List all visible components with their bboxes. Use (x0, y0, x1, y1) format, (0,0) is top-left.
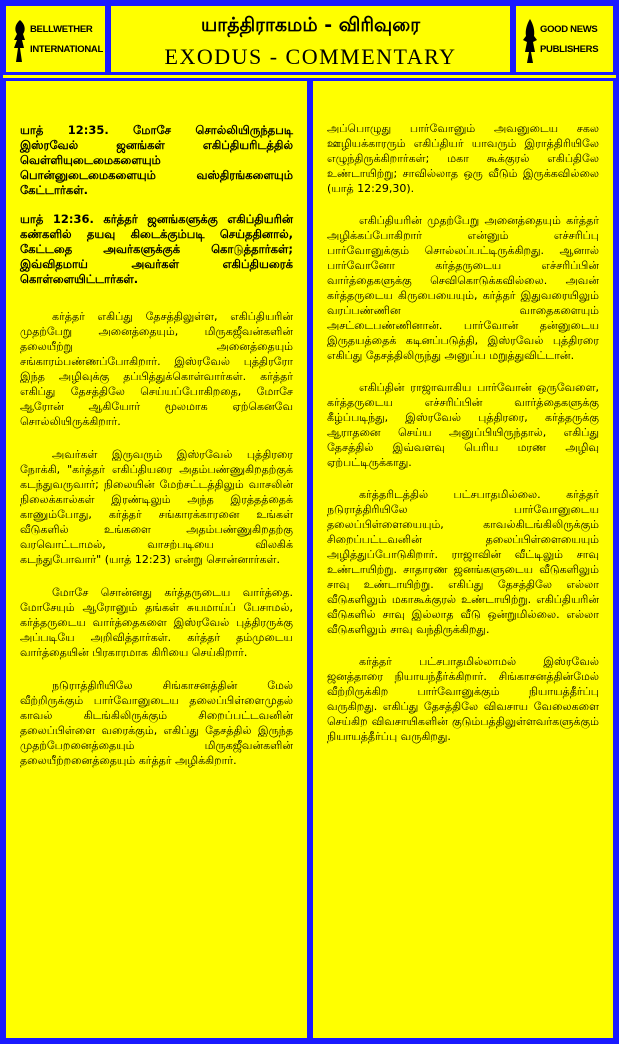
left-logo-line-1: BELLWETHER (30, 24, 93, 35)
verse-12-36: யாத் 12:36. கர்த்தர் ஜனங்களுக்கு எகிப்தியரின் கண்களில் தயவு கிடைக்கும்படி செய்ததினால், கேட்டதை அவர்களுக்குக் கொடுத்தார்கள்; இவ்விதமாய் அவர்கள் எகிப்தியரைக் கொள்ளையிட்டார்கள். (20, 212, 293, 286)
right-paragraph-3: எகிப்தின் ராஜாவாகிய பார்வோன் ஒருவேளை, கர்த்தருடைய எச்சரிப்பின் வார்த்தைகளுக்கு கீழ்ப்படிந்து, இஸ்ரவேல் புத்திரரை, கர்த்தருக்கு ஆராதனை செய்ய அனுப்பியிருந்தால், எகிப்து தேசத்தில் இவ்வளவு பெரிய மரண அழிவு ஏற்பட்டிருக்காது. (327, 381, 599, 469)
title-tamil: யாத்திராகமம் - விரிவுரை (200, 14, 421, 36)
right-logo-box (513, 3, 616, 75)
header (3, 3, 616, 78)
ram-logo-icon (12, 18, 28, 64)
left-logo-box (3, 3, 108, 75)
bellwether-logo (12, 18, 106, 68)
right-paragraph-4: கர்த்தரிடத்தில் பட்சபாதமில்லை. கர்த்தர் நடுராத்திரியிலே பார்வோனுடைய தலைப்பிள்ளையையும், காவல்கிடங்கிலிருக்கும் சிறைப்பட்டவனின் தலைப்பிள்ளையையும் அழித்துப்போடுகிறார். ராஜாவின் வீட்டிலும் சாவு உண்டாயிற்று. சாதாரண ஜனங்களுடைய வீடுகளிலும் சாவு உண்டாயிற்று. எகிப்து தேசத்திலே எல்லா வீடுகளிலும் மகாகூக்குரல் உண்டாயிற்று. எகிப்தியரின் வீடுகளில் சாவு இல்லாத வீடு ஒன்றுமில்லை. எல்லா வீடுகளிலும் சாவு வந்திருக்கிறது. (327, 488, 599, 636)
good-news-logo (522, 18, 616, 68)
verse-12-35: யாத் 12:35. மோசே சொல்லியிருந்தபடி இஸ்ரவேல் ஜனங்கள் எகிப்தியரிடத்தில் வெள்ளியுடைமைகளையும் பொன்னுடைமைகளையும் வஸ்திரங்களையும் கேட்டார்கள். (20, 123, 293, 197)
right-column (310, 78, 616, 1041)
right-logo-line-2: PUBLISHERS (540, 44, 599, 55)
left-paragraph-4: நடுராத்திரியிலே சிங்காசனத்தின் மேல் வீற்றிருக்கும் பார்வோனுடைய தலைப்பிள்ளைமுதல் காவல் கிடங்கிலிருக்கும் சிறைப்பட்டவனின் தலைப்பிள்ளை வரைக்கும், எகிப்து தேசத்தில் இருந்த முதற்பேறனைத்தையும் மிருகஜீவன்களின் தலையீற்றனைத்தையும் கர்த்தர் அழிக்கிறார். (20, 679, 293, 767)
title-box (108, 3, 513, 75)
right-logo-line-1: GOOD NEWS (540, 24, 598, 35)
lamp-logo-icon (522, 18, 538, 64)
right-paragraph-1: அப்பொழுது பார்வோனும் அவனுடைய சகல ஊழியக்காரரும் எகிப்தியர் யாவரும் இராத்திரியிலே எழுந்திருக்கிறார்கள்; மகா கூக்குரல் எகிப்திலே உண்டாயிற்று; சாவில்லாத ஒரு வீடும் இருக்கவில்லை (யாத் 12:29,30). (327, 122, 599, 195)
left-logo-line-2: INTERNATIONAL (30, 44, 103, 55)
title-english: EXODUS - COMMENTARY (164, 44, 457, 69)
left-paragraph-2: அவர்கள் இருவரும் இஸ்ரவேல் புத்திரரை நோக்கி, "கர்த்தர் எகிப்தியரை அதம்பண்ணுகிறதற்குக் கடந்துவருவார்; நிலையின் மேற்சட்டத்திலும் வாசலின் நிலைக்கால்கள் இரண்டிலும் அந்த இரத்தத்தைக் காணும்போது, கர்த்தர் சங்காரக்காரனை உங்கள் வீடுகளில் உங்களை அதம்பண்ணுகிறதற்கு வரவொட்டாமல், வாசற்படியை விலகிக் கடந்துபோவார்" (யாத் 12:23) என்று சொன்னார்கள். (20, 448, 293, 566)
right-paragraph-5: கர்த்தர் பட்சபாதமில்லாமல் இஸ்ரவேல் ஜனத்தாரை நியாயந்தீர்க்கிறார். சிங்காசனத்தின்மேல் வீற்றிருக்கிற பார்வோனுக்கும் நியாயத்தீர்ப்பு வருகிறது. எகிப்து தேசத்திலே விவசாய வேலைகளை செய்கிற விவசாயிகளின் குடும்பத்திலுள்ளவர்களுக்கும் நியாயத்தீர்ப்பு வருகிறது. (327, 655, 599, 743)
right-paragraph-2: எகிப்தியரின் முதற்பேறு அனைத்தையும் கர்த்தர் அழிக்கப்போகிறார் என்னும் எச்சரிப்பு பார்வோனுக்கும் சொல்லப்பட்டிருக்கிறது. ஆனால் பார்வோனோ கர்த்தருடைய எச்சரிப்பின் வார்த்தைகளுக்கு செவிகொடுக்கவில்லை. அவன் கர்த்தருடைய கிருபையையும், கர்த்தர் இதுவரையிலும் வரப்பண்ணின வாதைகளையும் அசட்டைபண்ணினான். பார்வோன் தன்னுடைய இருதயத்தைக் கடினப்படுத்தி, இஸ்ரவேல் புத்திரரை எகிப்து தேசத்திலிருந்து அனுப்ப மறுத்துவிட்டான். (327, 214, 599, 362)
left-paragraph-1: கர்த்தர் எகிப்து தேசத்திலுள்ள, எகிப்தியரின் முதற்பேறு அனைத்தையும், மிருகஜீவன்களின் தலையீற்று அனைத்தையும் சங்காரம்பண்ணப்போகிறார். இஸ்ரவேல் புத்திரரோ இந்த அழிவுக்கு தப்பித்துக்கொள்வார்கள். கர்த்தர் எகிப்து தேசத்திலே செய்யப்போகிறதை, மோசே ஆரோன் ஆகியோர் மூலமாக ஏற்கெனவே சொல்லியிருக்கிறார். (20, 310, 293, 428)
left-paragraph-3: மோசே சொன்னது கர்த்தருடைய வார்த்தை. மோசேயும் ஆரோனும் தங்கள் சுயமாய்ப் பேசாமல், கர்த்தருடைய வார்த்தைகளை இஸ்ரவேல் புத்திரருக்கு அப்படியே அறிவித்தார்கள். கர்த்தர் தம்முடைய வார்த்தையின் பிரகாரமாக கிரியை செய்கிறார். (20, 586, 293, 659)
left-column (3, 78, 310, 1041)
